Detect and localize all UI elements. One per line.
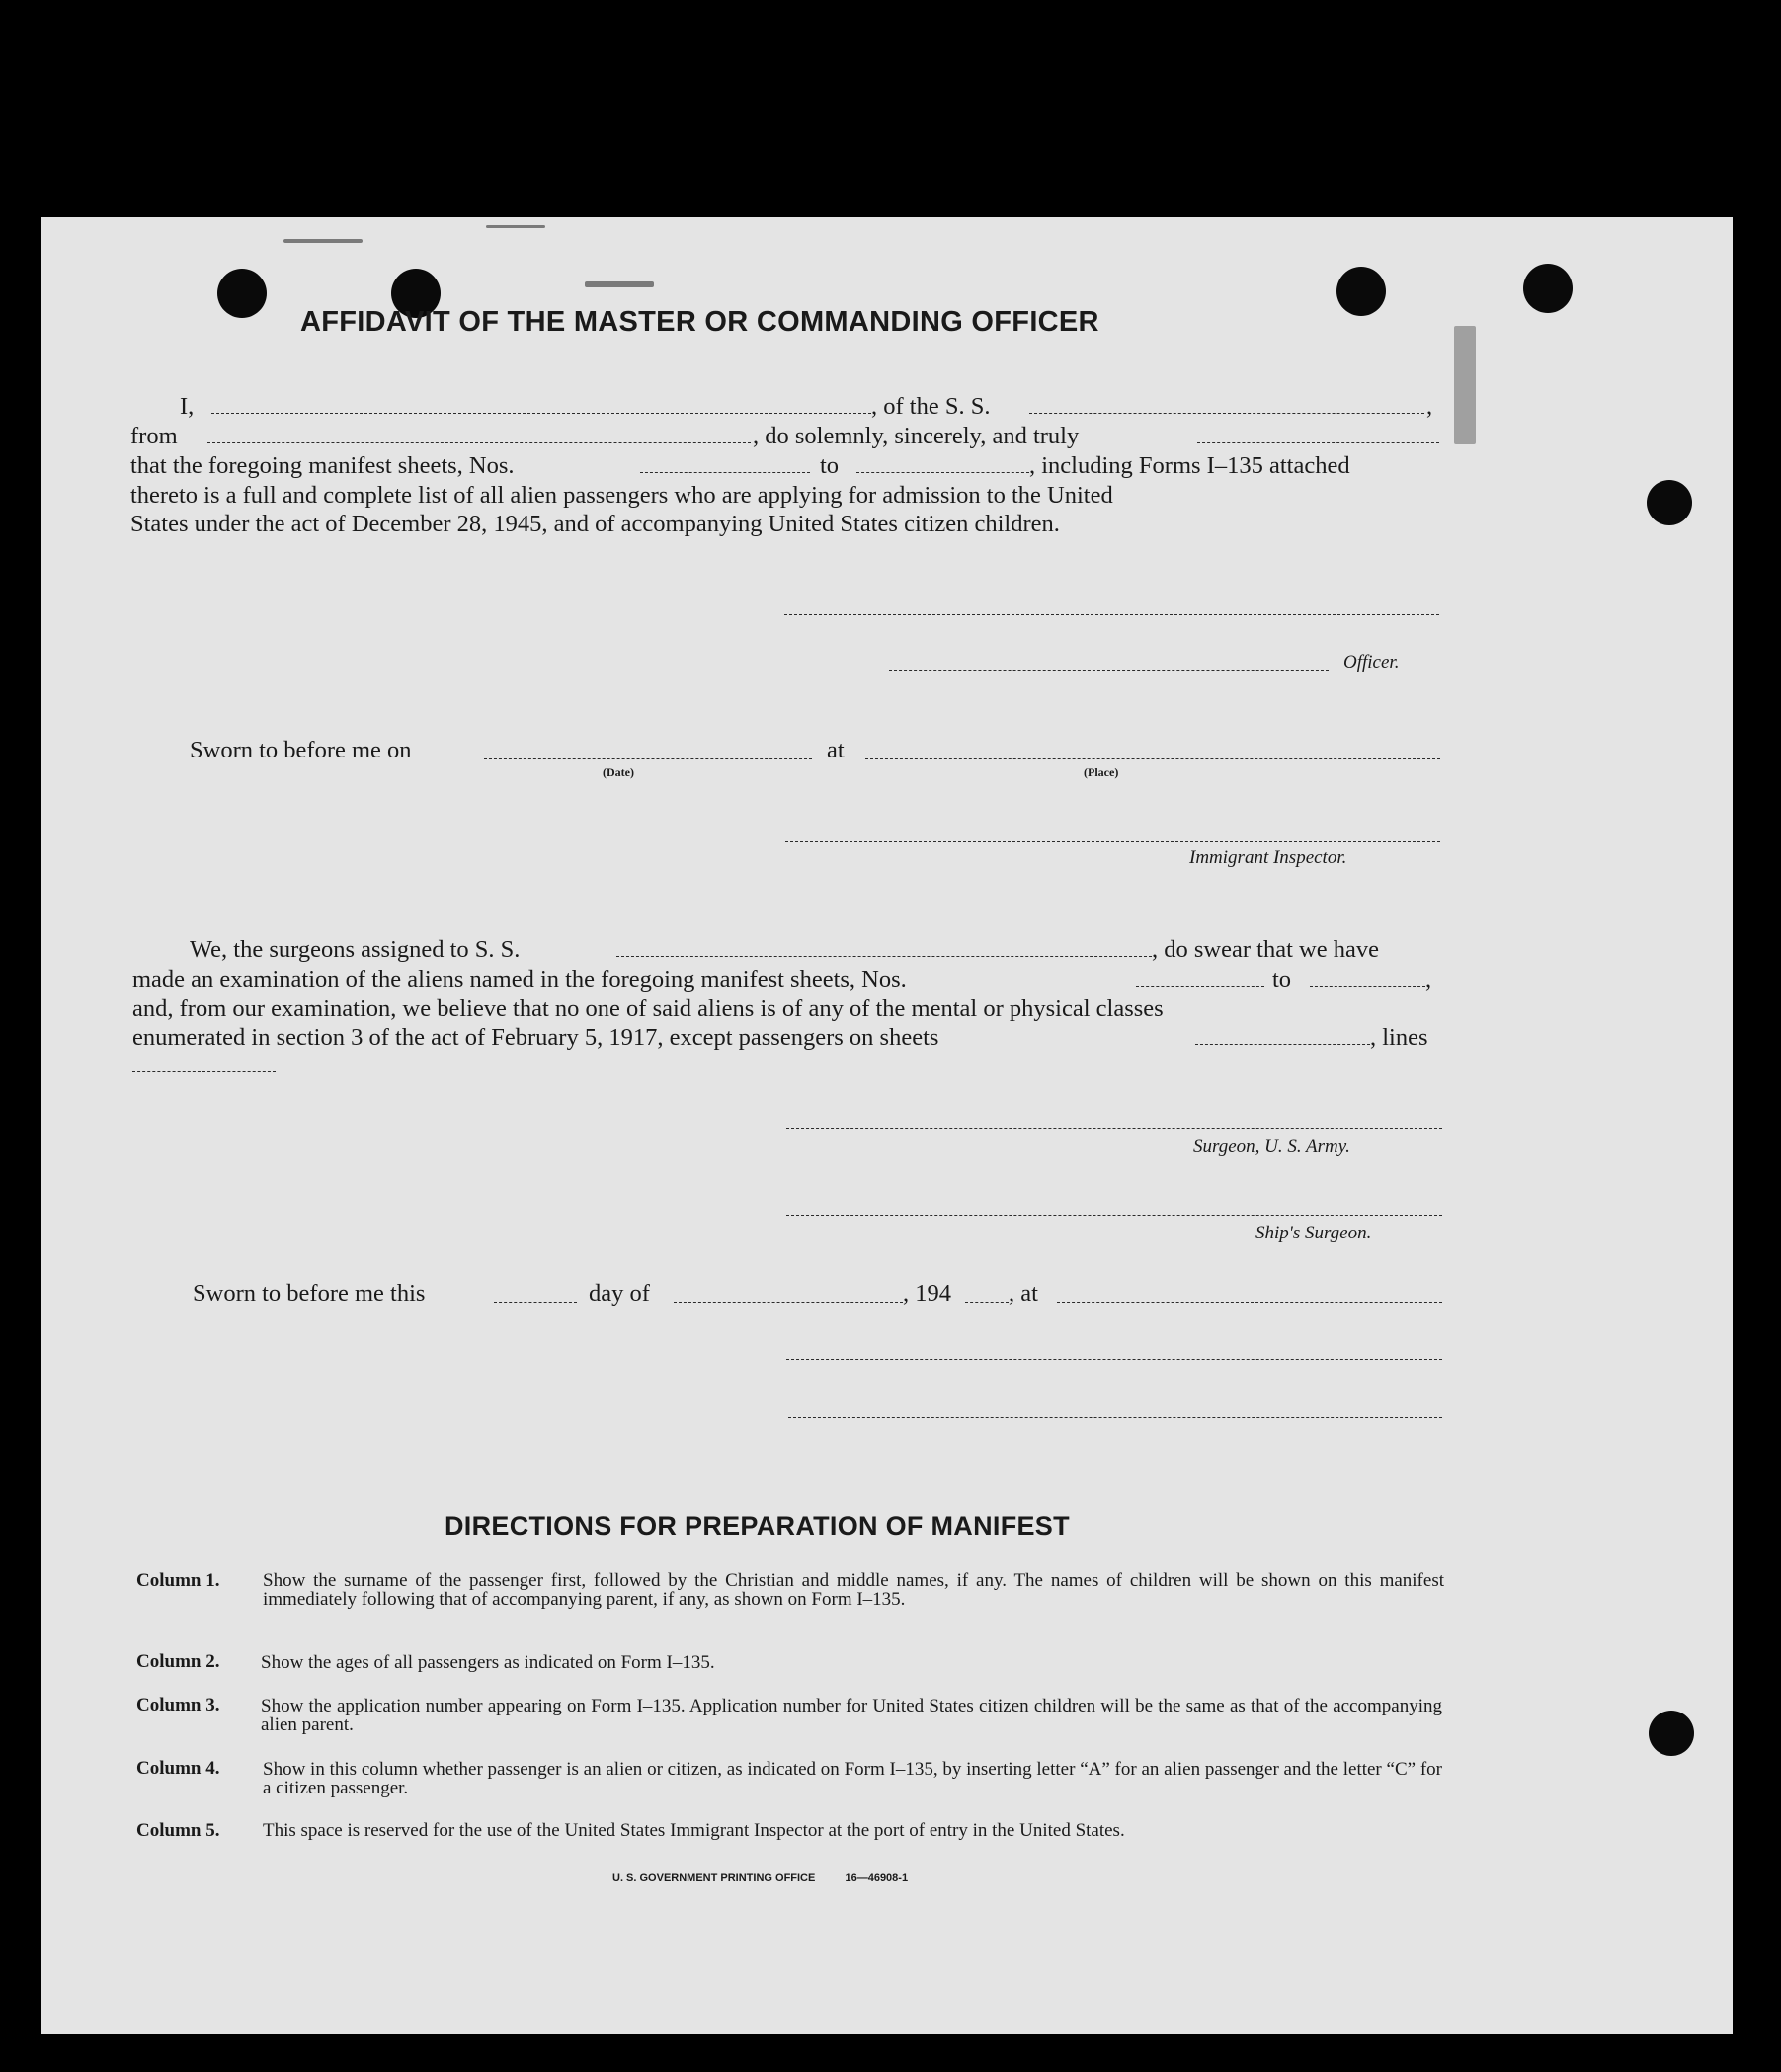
- form-code: 16—46908-1: [845, 1873, 909, 1884]
- punch-hole: [1647, 480, 1692, 525]
- surgeons-sheets-to-field[interactable]: [1310, 986, 1425, 987]
- surgeons-line3: and, from our examination, we believe that no one of said aliens is of any of the mental or physical classes: [132, 996, 1164, 1022]
- scan-smudge: [1454, 326, 1476, 444]
- officer-title-field[interactable]: [889, 670, 1329, 671]
- surgeons-examination-text: made an examination of the aliens named in the foregoing manifest sheets, Nos.: [132, 966, 907, 993]
- affidavit-line5: States under the act of December 28, 1945, and of accompanying United States citizen children.: [130, 511, 1060, 537]
- surgeons-to-label: to: [1272, 966, 1292, 993]
- affidavit-comma: ,: [1426, 393, 1433, 420]
- surgeons-sheets-from-field[interactable]: [1136, 986, 1264, 987]
- oath-word-field[interactable]: [1197, 442, 1439, 443]
- sworn-year-field[interactable]: [965, 1302, 1009, 1303]
- army-surgeon-label: Surgeon, U. S. Army.: [1193, 1136, 1350, 1156]
- sworn-place-field[interactable]: [865, 758, 1440, 759]
- direction-text: Show the surname of the passenger first, followed by the Christian and middle names, if any. The names of children will be shown on this manifest immediately following that of accompanying parent, if any, as shown on Form I–135.: [263, 1570, 1444, 1610]
- ship-surgeon-signature-field[interactable]: [786, 1215, 1442, 1216]
- affidavit-line4: thereto is a full and complete list of all alien passengers who are applying for admission to the United: [130, 482, 1113, 509]
- sworn-date-field[interactable]: [484, 758, 812, 759]
- date-caption: (Date): [603, 765, 634, 779]
- direction-label: Column 4.: [136, 1758, 220, 1779]
- affidavit-solemnly-text: , do solemnly, sincerely, and truly: [753, 423, 1080, 449]
- army-surgeon-signature-field[interactable]: [786, 1128, 1442, 1129]
- sworn-year-label: , 194: [903, 1280, 951, 1307]
- printer-imprint: [612, 1873, 908, 1884]
- officer-signature-field[interactable]: [784, 614, 1439, 615]
- affidavit-title: AFFIDAVIT OF THE MASTER OR COMMANDING OFFICER: [300, 306, 1099, 338]
- affidavit-forms-text: , including Forms I–135 attached: [1029, 452, 1350, 479]
- sworn-day-of-label: day of: [589, 1280, 650, 1307]
- direction-label: Column 5.: [136, 1820, 220, 1841]
- directions-title: DIRECTIONS FOR PREPARATION OF MANIFEST: [445, 1511, 1070, 1541]
- direction-text: This space is reserved for the use of the United States Immigrant Inspector at the port of entry in the United States.: [263, 1820, 1125, 1841]
- form-sheet: [41, 217, 1733, 2034]
- ship-name-field[interactable]: [1029, 413, 1424, 414]
- inspector-signature-field[interactable]: [785, 841, 1440, 842]
- ship-surgeon-label: Ship's Surgeon.: [1255, 1223, 1372, 1243]
- place-caption: (Place): [1084, 765, 1119, 779]
- printer-name: U. S. GOVERNMENT PRINTING OFFICE: [612, 1873, 816, 1884]
- sheets-from-field[interactable]: [640, 472, 810, 473]
- sworn-month-field[interactable]: [674, 1302, 903, 1303]
- sworn-at-label: at: [827, 737, 845, 763]
- scan-smudge: [585, 281, 654, 287]
- punch-hole: [1523, 264, 1573, 313]
- sworn2-at-label: , at: [1009, 1280, 1038, 1307]
- punch-hole: [1649, 1711, 1694, 1756]
- surgeons-exception-lines-field[interactable]: [132, 1071, 276, 1072]
- affidavit-from-label: from: [130, 423, 178, 449]
- master-name-field[interactable]: [211, 413, 871, 414]
- surgeons-lines-label: , lines: [1370, 1024, 1428, 1051]
- sworn-day-field[interactable]: [494, 1302, 577, 1303]
- scan-smudge: [486, 225, 545, 228]
- surgeons-comma: ,: [1425, 966, 1432, 993]
- surgeons-exception-sheets-field[interactable]: [1195, 1044, 1370, 1045]
- from-port-field[interactable]: [207, 442, 751, 443]
- sheets-to-field[interactable]: [856, 472, 1029, 473]
- sworn2-signature-field[interactable]: [786, 1359, 1442, 1360]
- direction-label: Column 1.: [136, 1570, 220, 1591]
- sworn2-title-field[interactable]: [788, 1417, 1442, 1418]
- direction-text: Show in this column whether passenger is an alien or citizen, as indicated on Form I–135, by inserting letter “A” for an alien passenger and the letter “C” for a citizen passenger.: [263, 1759, 1442, 1798]
- surgeons-enumerated-text: enumerated in section 3 of the act of February 5, 1917, except passengers on sheets: [132, 1024, 939, 1051]
- direction-text: Show the application number appearing on Form I–135. Application number for United States citizen children will be the same as that of the accompanying alien parent.: [261, 1696, 1442, 1735]
- affidavit-i-label: I,: [180, 393, 195, 420]
- sworn2-place-field[interactable]: [1057, 1302, 1442, 1303]
- surgeons-swear-text: , do swear that we have: [1152, 936, 1379, 963]
- sworn-on-label: Sworn to before me on: [190, 737, 412, 763]
- affidavit-to-label: to: [820, 452, 840, 479]
- scan-smudge: [283, 239, 363, 243]
- direction-label: Column 3.: [136, 1695, 220, 1715]
- punch-hole: [217, 269, 267, 318]
- officer-label: Officer.: [1343, 652, 1400, 673]
- surgeons-intro-text: We, the surgeons assigned to S. S.: [190, 936, 521, 963]
- punch-hole: [1336, 267, 1386, 316]
- surgeons-ship-field[interactable]: [616, 956, 1152, 957]
- sworn-this-label: Sworn to before me this: [193, 1280, 426, 1307]
- direction-label: Column 2.: [136, 1651, 220, 1672]
- inspector-label: Immigrant Inspector.: [1189, 847, 1347, 868]
- affidavit-sheets-text: that the foregoing manifest sheets, Nos.: [130, 452, 515, 479]
- direction-text: Show the ages of all passengers as indicated on Form I–135.: [261, 1652, 715, 1673]
- affidavit-of-ss-label: , of the S. S.: [871, 393, 991, 420]
